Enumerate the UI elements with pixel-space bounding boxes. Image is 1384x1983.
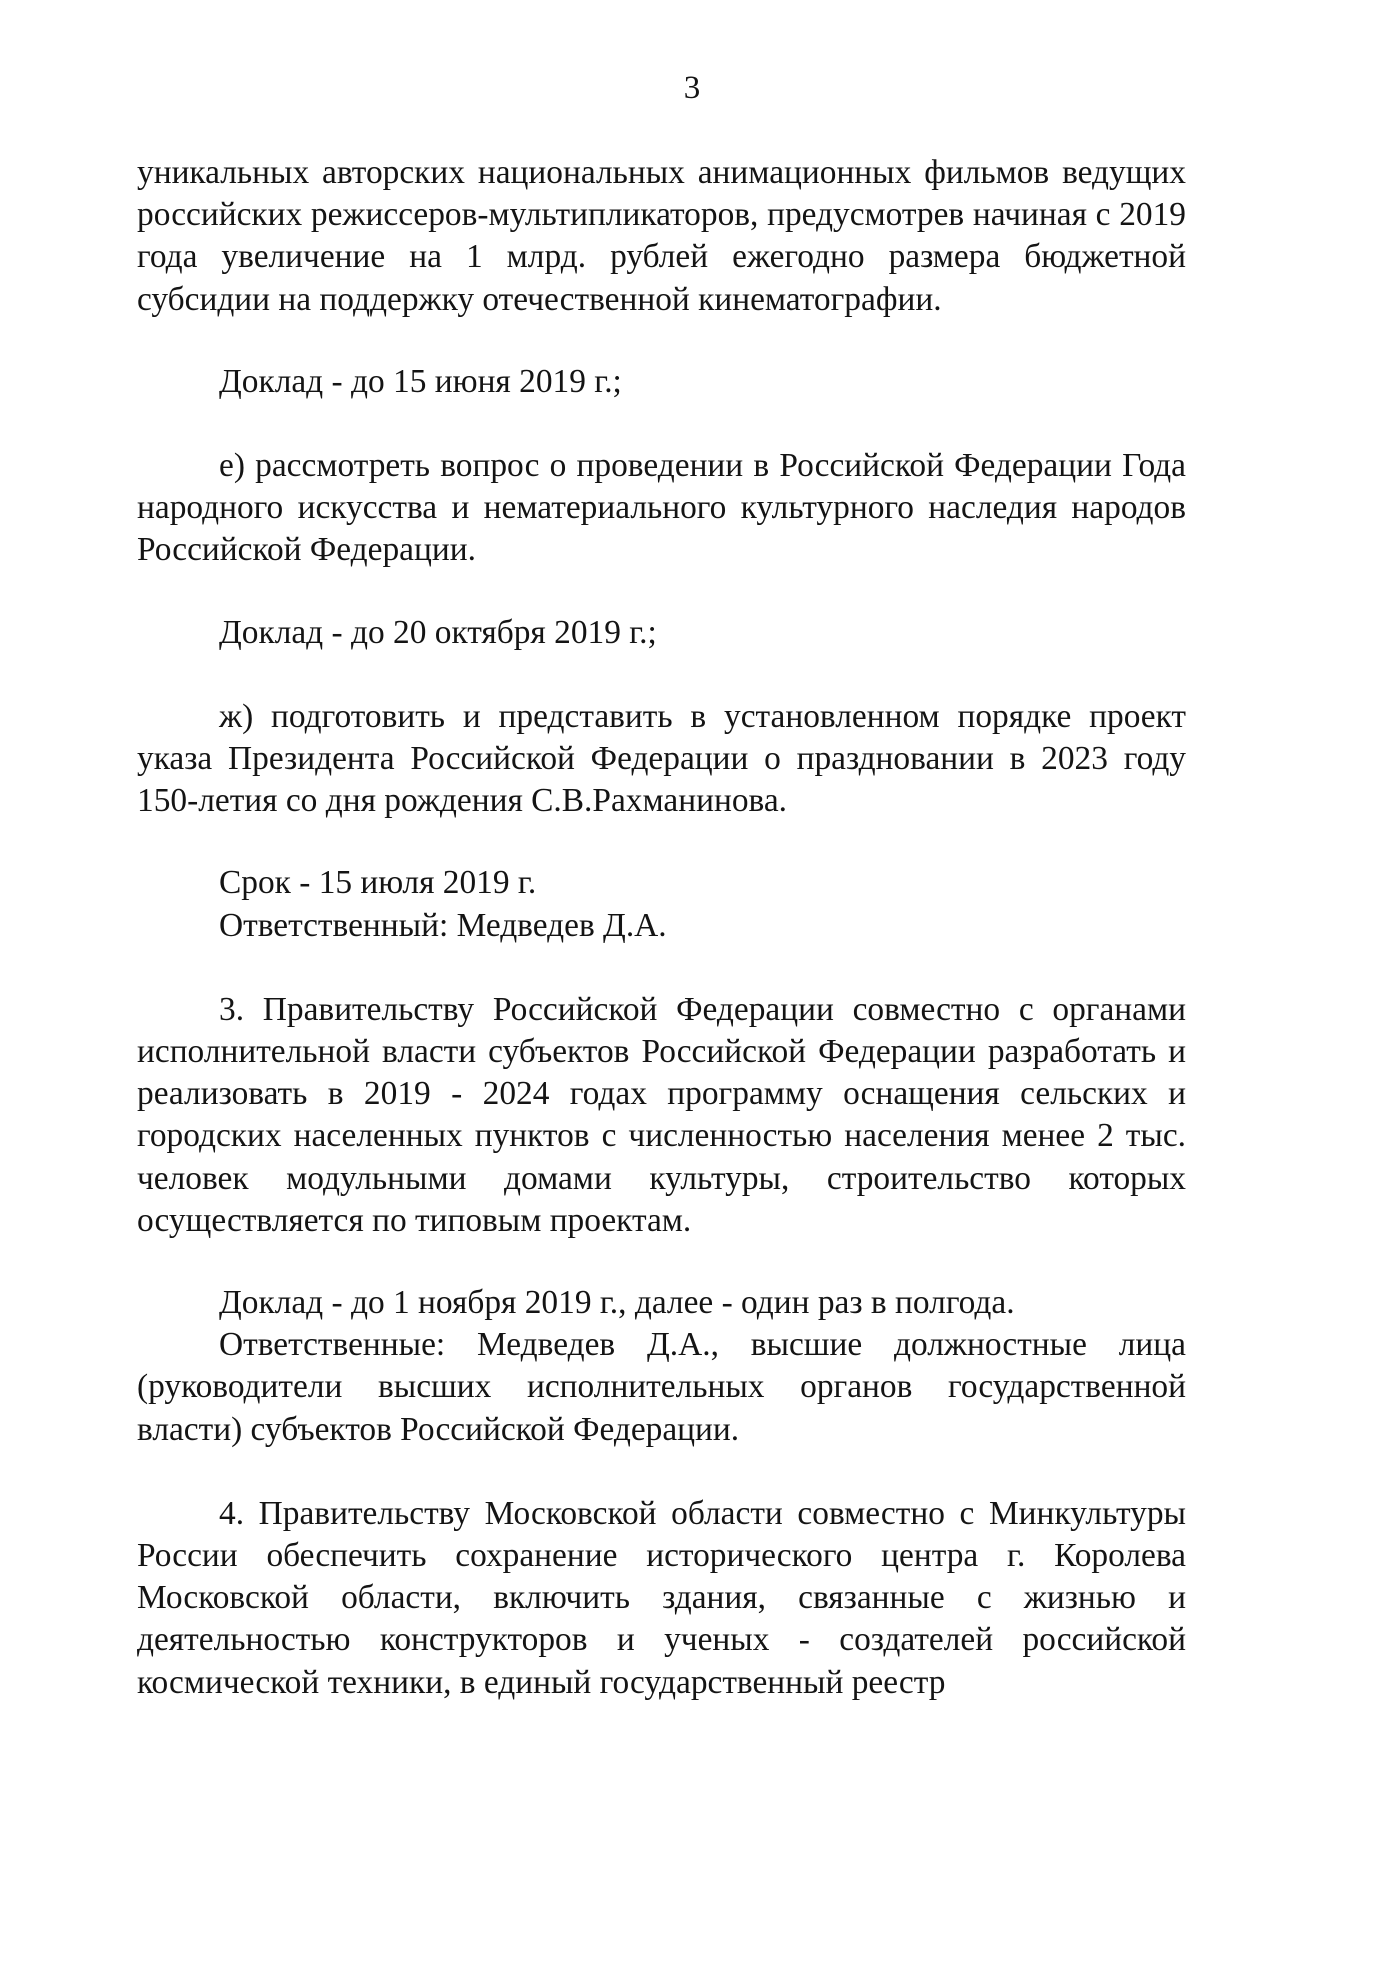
paragraph-item-3: 3. Правительству Российской Федерации совместно с органами исполнительной власти субъектов Российской Федерации разработать и реализовать в 2019 - 2024 годах программу оснащения сельских и городских населенных пунктов с численностью населения менее 2 тыс. человек модульными домами культуры, строительство которых осуществляется по типовым проектам. [137,990,1186,1239]
deadline-line: Срок - 15 июля 2019 г. [219,864,537,902]
document-body [137,152,1186,1704]
report-deadline-2: Доклад - до 20 октября 2019 г.; [219,613,657,651]
report-deadline-1: Доклад - до 15 июня 2019 г.; [219,362,622,400]
report-deadline-3: Доклад - до 1 ноября 2019 г., далее - один раз в полгода. [219,1284,1015,1322]
paragraph-item-zh: ж) подготовить и представить в установленном порядке проект указа Президента Российской Федерации о праздновании в 2023 году 150-летия со дня рождения С.В.Рахманинова. [137,697,1186,820]
paragraph-item-e: е) рассмотреть вопрос о проведении в Российской Федерации Года народного искусства и нематериального культурного наследия народов Российской Федерации. [137,447,1186,569]
responsible-line-2: Ответственные: Медведев Д.А., высшие должностные лица (руководители высших исполнительных органов государственной власти) субъектов Российской Федерации. [137,1326,1186,1448]
paragraph-item-4: 4. Правительству Московской области совместно с Минкультуры России обеспечить сохранение исторического центра г. Королева Московской области, включить здания, связанные с жизнью и деятельностью конструкторов и ученых - создателей российской космической техники, в единый государственный реестр [137,1494,1186,1701]
responsible-line-1: Ответственный: Медведев Д.А. [219,906,667,944]
paragraph-continuation: уникальных авторских национальных анимационных фильмов ведущих российских режиссеров-мультипликаторов, предусмотрев начиная с 2019 года увеличение на 1 млрд. рублей ежегодно размера бюджетной субсидии на поддержку отечественной кинематографии. [137,154,1186,318]
page-number: 3 [683,70,701,106]
